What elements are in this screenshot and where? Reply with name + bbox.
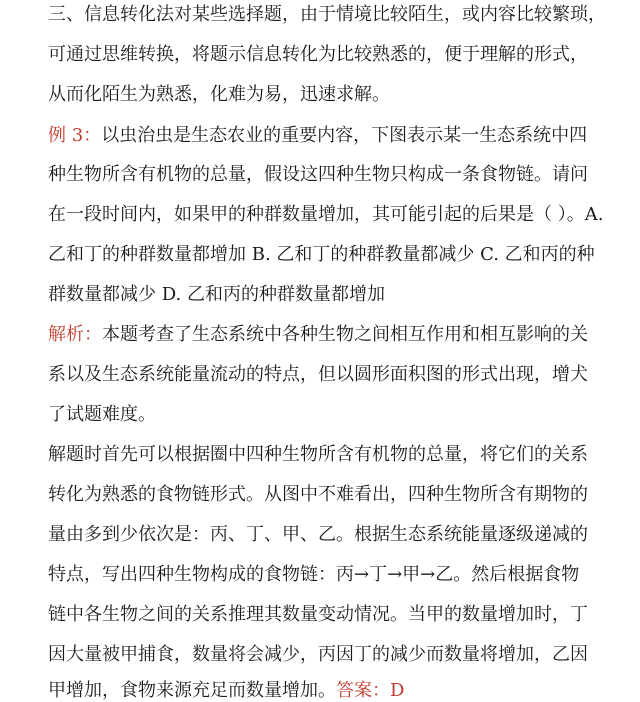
solution-line: 解题时首先可以根据圈中四种生物所含有机物的总量，将它们的关系 <box>48 444 588 465</box>
solution-text: 甲增加，食物来源充足而数量增加。 <box>48 680 336 701</box>
example-line: 乙和丁的种群数量都增加 B. 乙和丁的种群教量都减少 C. 乙和丙的种 <box>48 244 595 265</box>
solution-line: 因大量被甲捕食，数量将会减少，丙因丁的减少而数量将增加，乙因 <box>48 644 588 665</box>
example-text: 以虫治虫是生态农业的重要内容，下图表示某一生态系统中四 <box>101 125 588 146</box>
solution-line: 特点，写出四种生物构成的食物链：丙→丁→甲→乙。然后根据食物 <box>48 564 580 585</box>
example-line <box>48 125 587 147</box>
answer-label: 答案：D <box>336 680 405 701</box>
example-line: 群数量都减少 D. 乙和丙的种群数量都增加 <box>48 284 385 305</box>
paragraph-line: 从而化陌生为熟悉，化难为易，迅速求解。 <box>48 84 390 105</box>
analysis-line <box>48 324 588 346</box>
analysis-line: 了试题难度。 <box>48 404 156 425</box>
solution-line: 量由多到少依次是：丙、丁、甲、乙。根据生态系统能量逐级递减的 <box>48 524 588 545</box>
solution-line: 链中各生物之间的关系推理其数量变动情况。当甲的数量增加时，丁 <box>48 604 588 625</box>
example-label: 例 3： <box>48 125 102 146</box>
example-line: 种生物所含有机物的总量，假设这四种生物只构成一条食物链。请问 <box>48 164 588 185</box>
analysis-line: 系以及生态系统能量流动的特点，但以圆形面积图的形式出现，增犬 <box>48 364 588 385</box>
analysis-text: 本题考查了生态系统中各种生物之间相互作用和相互影响的关 <box>102 324 588 345</box>
paragraph-line: 可通过思维转换，将题示信息转化为比较熟悉的，便于理解的形式， <box>48 44 588 65</box>
paragraph-line: 三、信息转化法对某些选择题，由于情境比较陌生，或内容比较繁琐， <box>48 4 606 25</box>
solution-line <box>48 680 404 702</box>
example-line: 在一段时间内，如果甲的种群数量增加，其可能引起的后果是（ ）。A. <box>48 204 604 225</box>
analysis-label: 解析： <box>48 324 102 345</box>
solution-line: 转化为熟悉的食物链形式。从图中不难看出，四种生物所含有期物的 <box>48 484 588 505</box>
